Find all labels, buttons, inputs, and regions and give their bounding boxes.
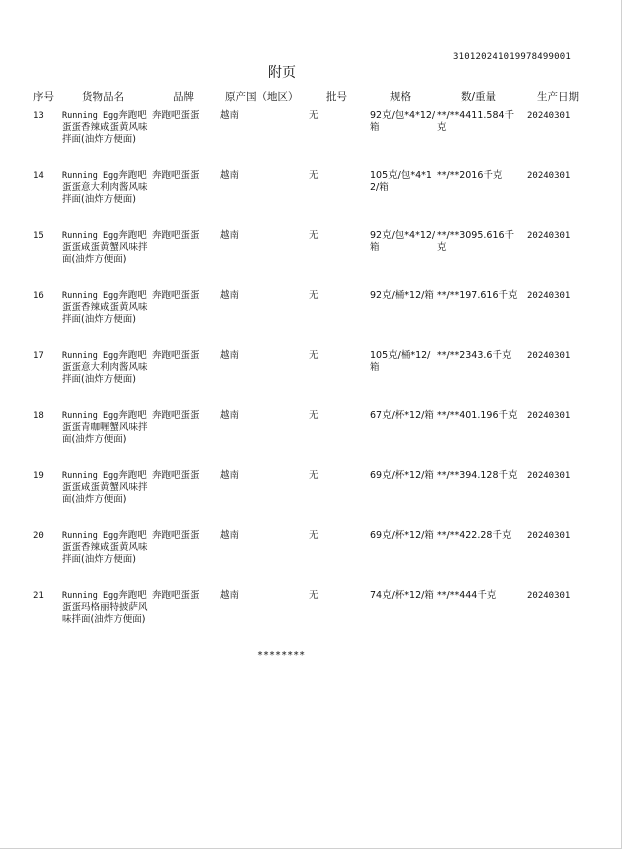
row-number: 13 (33, 111, 44, 121)
batch-number: 无 (309, 590, 319, 601)
quantity-weight: **/**2016千克 (437, 170, 503, 181)
goods-name-chinese: 奔跑吧蛋蛋玛格丽特披萨风味拌面(油炸方便面) (62, 590, 148, 625)
goods-name-chinese: 奔跑吧蛋蛋香辣咸蛋黄风味拌面(油炸方便面) (62, 290, 148, 325)
origin-country: 越南 (220, 290, 240, 301)
production-date: 20240301 (527, 231, 571, 241)
goods-name (62, 350, 152, 386)
specification: 74克/杯*12/箱 (370, 590, 434, 601)
row-number: 14 (33, 171, 44, 181)
quantity-weight: **/**3095.616千克 (437, 230, 515, 253)
brand: 奔跑吧蛋蛋 (152, 230, 200, 241)
batch-number: 无 (309, 230, 319, 241)
table-row (0, 410, 620, 470)
table-row (0, 350, 620, 410)
goods-name-chinese: 奔跑吧蛋蛋香辣咸蛋黄风味拌面(油炸方便面) (62, 110, 148, 145)
specification: 105克/包*4*12/箱 (370, 170, 432, 193)
header-brand: 品牌 (173, 91, 194, 103)
specification: 92克/包*4*12/箱 (370, 230, 436, 253)
goods-name-latin: Running Egg (62, 111, 119, 121)
origin-country: 越南 (220, 350, 240, 361)
production-date: 20240301 (527, 111, 571, 121)
specification: 105克/桶*12/箱 (370, 350, 431, 373)
quantity-weight: **/**401.196千克 (437, 410, 518, 421)
goods-name-latin: Running Egg (62, 231, 119, 241)
specification: 92克/桶*12/箱 (370, 290, 434, 301)
row-number: 17 (33, 351, 44, 361)
goods-name-chinese: 奔跑吧蛋蛋香辣咸蛋黄风味拌面(油炸方便面) (62, 530, 148, 565)
goods-name (62, 470, 152, 506)
header-origin: 原产国（地区） (225, 91, 299, 103)
goods-name-chinese: 奔跑吧蛋蛋咸蛋黄蟹风味拌面(油炸方便面) (62, 470, 148, 505)
header-batch: 批号 (326, 91, 347, 103)
goods-name-chinese: 奔跑吧蛋蛋咸蛋黄蟹风味拌面(油炸方便面) (62, 230, 148, 265)
row-number: 15 (33, 231, 44, 241)
batch-number: 无 (309, 290, 319, 301)
goods-name-chinese: 奔跑吧蛋蛋意大利肉酱风味拌面(油炸方便面) (62, 350, 148, 385)
production-date: 20240301 (527, 591, 571, 601)
origin-country: 越南 (220, 530, 240, 541)
goods-name-latin: Running Egg (62, 471, 119, 481)
brand: 奔跑吧蛋蛋 (152, 410, 200, 421)
row-number: 21 (33, 591, 44, 601)
quantity-weight: **/**444千克 (437, 590, 497, 601)
batch-number: 无 (309, 110, 319, 121)
goods-name (62, 590, 152, 626)
goods-name (62, 170, 152, 206)
specification: 67克/杯*12/箱 (370, 410, 434, 421)
goods-name (62, 530, 152, 566)
end-marker: ******** (257, 650, 306, 661)
page-title: 附页 (268, 65, 296, 81)
goods-name-latin: Running Egg (62, 171, 119, 181)
table-row (0, 590, 620, 650)
quantity-weight: **/**422.28千克 (437, 530, 512, 541)
table-row (0, 230, 620, 290)
table-row (0, 290, 620, 350)
header-no: 序号 (33, 91, 54, 103)
row-number: 18 (33, 411, 44, 421)
brand: 奔跑吧蛋蛋 (152, 470, 200, 481)
goods-name (62, 410, 152, 446)
brand: 奔跑吧蛋蛋 (152, 170, 200, 181)
origin-country: 越南 (220, 410, 240, 421)
specification: 69克/杯*12/箱 (370, 470, 434, 481)
batch-number: 无 (309, 410, 319, 421)
specification: 92克/包*4*12/箱 (370, 110, 436, 133)
goods-name (62, 290, 152, 326)
production-date: 20240301 (527, 291, 571, 301)
batch-number: 无 (309, 470, 319, 481)
quantity-weight: **/**4411.584千克 (437, 110, 515, 133)
origin-country: 越南 (220, 470, 240, 481)
row-number: 19 (33, 471, 44, 481)
batch-number: 无 (309, 170, 319, 181)
goods-name (62, 110, 152, 146)
specification: 69克/杯*12/箱 (370, 530, 434, 541)
header-date: 生产日期 (537, 91, 579, 103)
goods-name-chinese: 奔跑吧蛋蛋意大利肉酱风味拌面(油炸方便面) (62, 170, 148, 205)
header-qty: 数/重量 (461, 91, 497, 103)
document-number: 310120241019978499001 (453, 52, 571, 62)
origin-country: 越南 (220, 110, 240, 121)
brand: 奔跑吧蛋蛋 (152, 350, 200, 361)
brand: 奔跑吧蛋蛋 (152, 590, 200, 601)
brand: 奔跑吧蛋蛋 (152, 530, 200, 541)
goods-name-latin: Running Egg (62, 531, 119, 541)
table-row (0, 530, 620, 590)
origin-country: 越南 (220, 170, 240, 181)
production-date: 20240301 (527, 411, 571, 421)
production-date: 20240301 (527, 531, 571, 541)
origin-country: 越南 (220, 230, 240, 241)
table-row (0, 470, 620, 530)
table-row (0, 170, 620, 230)
header-name: 货物品名 (82, 91, 124, 103)
batch-number: 无 (309, 350, 319, 361)
goods-name (62, 230, 152, 266)
production-date: 20240301 (527, 351, 571, 361)
goods-name-latin: Running Egg (62, 351, 119, 361)
quantity-weight: **/**197.616千克 (437, 290, 518, 301)
row-number: 16 (33, 291, 44, 301)
production-date: 20240301 (527, 171, 571, 181)
row-number: 20 (33, 531, 44, 541)
goods-name-latin: Running Egg (62, 411, 119, 421)
brand: 奔跑吧蛋蛋 (152, 110, 200, 121)
header-spec: 规格 (390, 91, 411, 103)
goods-name-latin: Running Egg (62, 291, 119, 301)
goods-name-latin: Running Egg (62, 591, 119, 601)
quantity-weight: **/**2343.6千克 (437, 350, 512, 361)
table-row (0, 110, 620, 170)
batch-number: 无 (309, 530, 319, 541)
quantity-weight: **/**394.128千克 (437, 470, 518, 481)
brand: 奔跑吧蛋蛋 (152, 290, 200, 301)
production-date: 20240301 (527, 471, 571, 481)
goods-name-chinese: 奔跑吧蛋蛋青咖喱蟹风味拌面(油炸方便面) (62, 410, 148, 445)
origin-country: 越南 (220, 590, 240, 601)
